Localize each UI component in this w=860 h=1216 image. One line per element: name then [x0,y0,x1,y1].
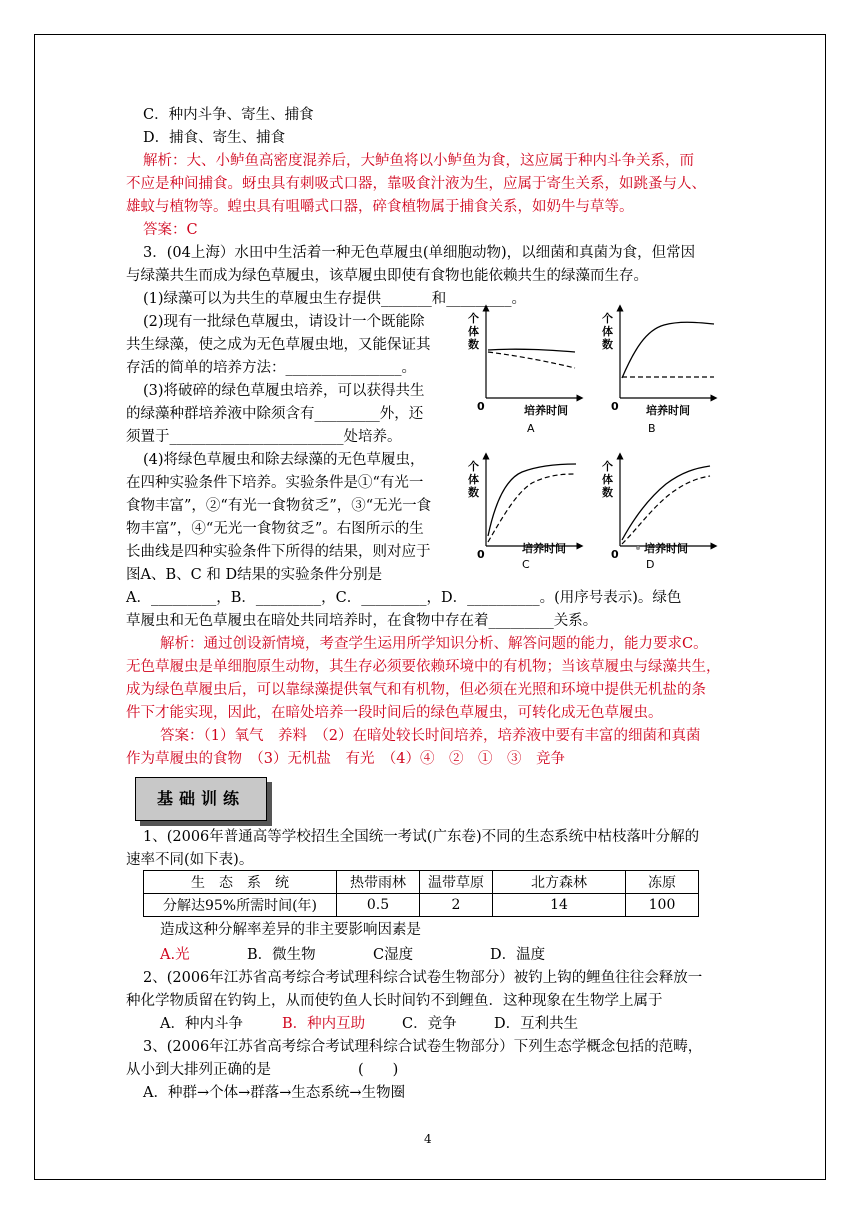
panel-label: B [648,422,656,435]
graph-c [468,456,580,571]
graph-b [602,308,714,435]
question-1-line: 速率不同(如下表)。 [126,852,254,868]
question-3-answer-blanks: A．_________，B．_________，C．_________，D．__________。(用序号表示)。绿色 [126,590,682,606]
question-2-option-d: D．互利共生 [494,1016,579,1032]
table-row [144,894,699,917]
question-3-part4: 物丰富”，④“无光一食物贫乏”。右图所示的生 [126,521,424,537]
analysis-line: 无色草履虫是单细胞原生动物，其生存必须要依赖环境中的有机物；当该草履虫与绿藻共生， [126,659,721,675]
question-3-relation: 草履虫和无色草履虫在暗处共同培养时，在食物中存在着_________关系。 [126,613,598,629]
table-cell: 0.5 [337,894,420,917]
question-1-option-a: A.光 [160,947,190,963]
decomposition-table [143,870,699,917]
question-3-part2: (2)现有一批绿色草履虫，请设计一个既能除 [143,314,425,330]
question-3-part2: 共生绿藻，使之成为无色草履虫地，又能保证其 [126,337,431,353]
y-label-char: 体 [468,325,479,338]
question-3-part4: 在四种实验条件下培养。实验条件是①“有光一 [126,475,424,491]
analysis-line: 解析：通过创设新情境，考查学生运用所学知识分析、解答问题的能力，能力要求C。 [160,636,708,652]
origin-label: 0 [477,548,485,561]
table-cell: 2 [420,894,493,917]
table-cell: 14 [493,894,626,917]
graph-d [602,456,714,571]
answer-line: 作为草履虫的食物 （3）无机盐 有光 （4）④ ② ① ③ 竞争 [126,751,565,767]
analysis-line: 雄蚊与植物等。蝗虫具有咀嚼式口器，碎食植物属于捕食关系，如奶牛与草等。 [126,199,634,215]
question-2-option-a: A．种内斗争 [160,1016,243,1032]
question-3-part3: 的绿藻种群培养液中除须含有_________外，还 [126,406,424,422]
option-c: C．种内斗争、寄生、捕食 [143,107,314,123]
y-label-char: 个 [468,460,479,473]
table-header-row [144,871,699,894]
question-3-part4: 长曲线是四种实验条件下所得的结果，则对应于 [126,544,431,560]
y-label-char: 数 [468,338,479,351]
y-label-char: 体 [602,325,613,338]
analysis-line: 解析：大、小鲈鱼高密度混养后，大鲈鱼将以小鲈鱼为食，这应属于种内斗争关系，而 [143,153,694,169]
y-label-char: 个 [602,312,613,325]
question-3-part3: 须置于________________________处培养。 [126,429,402,445]
y-label-char: 个 [468,312,479,325]
y-label-char: 数 [602,338,613,351]
question-1-option-b: B．微生物 [247,947,316,963]
question-3-part4: 食物丰富”，②“有光一食物贫乏”，③“无光一食 [126,498,432,514]
question-2-line: 2、(2006年江苏省高考综合考试理科综合试卷生物部分）被钓上钩的鲤鱼往往会释放一 [143,970,703,986]
x-axis-label: 培养时间 [646,404,690,417]
question-2-line: 种化学物质留在钓钩上，从而使钓鱼人长时间钓不到鲤鱼．这种现象在生物学上属于 [126,993,663,1009]
question-3-line: 3．(04上海）水田中生活着一种无色草履虫(单细胞动物)，以细菌和真菌为食，但常因 [143,245,696,261]
y-label-char: 体 [602,473,613,486]
section-heading: 基础训练 [135,777,267,821]
table-cell: 分解达95%所需时间(年) [144,894,337,917]
x-axis-label: 培养时间 [522,542,566,555]
x-axis-label: 培养时间 [644,542,688,555]
answer-line: 答案：（1）氧气 养料 （2）在暗处较长时间培养，培养液中要有丰富的细菌和真菌 [160,728,701,744]
x-axis-label: 培养时间 [524,404,568,417]
question-2-option-b: B．种内互助 [282,1016,366,1032]
y-label-char: 数 [468,486,479,499]
question-3-line: 与绿藻共生而成为绿色草履虫，该草履虫即使有食物也能依赖共生的绿藻而生存。 [126,268,648,284]
question-3-part2: 存活的简单的培养方法：________________。 [126,360,416,376]
panel-label: D [646,558,655,571]
table-cell: 温带草原 [420,871,493,894]
origin-label: 0 [611,548,619,561]
question-1-line: 1、(2006年普通高等学校招生全国统一考试(广东卷)不同的生态系统中枯枝落叶分解的 [143,829,700,845]
analysis-line: 成为绿色草履虫后，可以靠绿藻提供氧气和有机物，但必须在光照和环境中提供无机盐的条 [126,682,706,698]
question-3b-line: 3、(2006年江苏省高考综合考试理科综合试卷生物部分）下列生态学概念包括的范畴， [143,1039,703,1055]
question-1-option-d: D．温度 [490,947,546,963]
question-3-part1: (1)绿藻可以为共生的草履虫生存提供_______和_________。 [143,291,527,307]
page-number: 4 [424,1132,432,1146]
graph-a [468,308,580,435]
question-1-stem: 造成这种分解率差异的非主要影响因素是 [160,922,421,938]
question-2-option-c: C．竞争 [402,1016,457,1032]
y-label-char: 体 [468,473,479,486]
question-1-option-c: C湿度 [373,947,414,963]
panel-label: C [522,558,530,571]
table-cell: 生 态 系 统 [144,871,337,894]
growth-curve-figure [460,300,720,585]
y-label-char: 个 [602,460,613,473]
answer-line: 答案：C [143,222,198,238]
origin-label: 0 [611,400,619,413]
panel-label: A [527,422,535,435]
option-d: D．捕食、寄生、捕食 [143,130,286,146]
origin-label: 0 [477,400,485,413]
question-3b-line: 从小到大排列正确的是 ( ) [126,1062,399,1078]
table-cell: 热带雨林 [337,871,420,894]
analysis-line: 不应是种间捕食。蚜虫具有刺吸式口器，靠吸食汁液为生，应属于寄生关系，如跳蚤与人、 [126,176,706,192]
table-cell: 冻原 [626,871,699,894]
question-3-part4: (4)将绿色草履虫和除去绿藻的无色草履虫， [143,452,425,468]
question-3-part3: (3)将破碎的绿色草履虫培养，可以获得共生 [143,383,425,399]
table-cell: 100 [626,894,699,917]
question-3-part4: 图A、B、C 和 D结果的实验条件分别是 [126,567,383,583]
analysis-line: 件下才能实现，因此，在暗处培养一段时间后的绿色草履虫，可转化成无色草履虫。 [126,705,663,721]
table-cell: 北方森林 [493,871,626,894]
y-label-char: 数 [602,486,613,499]
question-3b-option-a: A．种群→个体→群落→生态系统→生物圈 [143,1085,406,1101]
